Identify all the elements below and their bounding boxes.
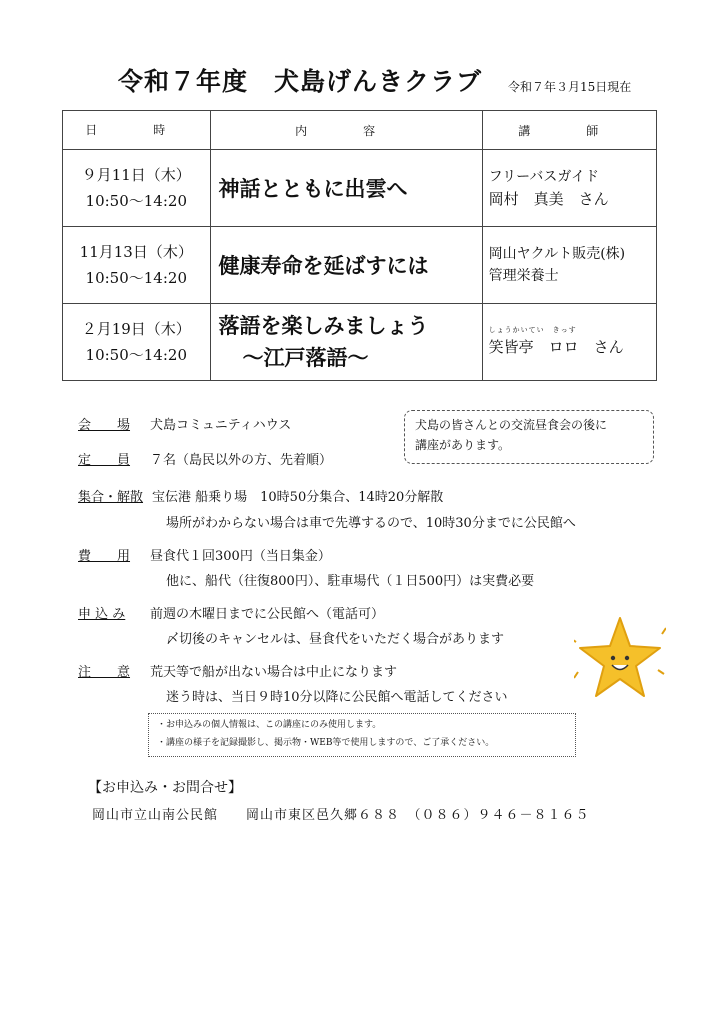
caution-note: 迷う時は、当日９時10分以降に公民館へ電話してください <box>166 690 508 705</box>
apply-note: 〆切後のキャンセルは、昼食代をいただく場合があります <box>166 632 505 647</box>
table-row <box>63 150 657 227</box>
contact-line: 岡山市立山南公民館 岡山市東区邑久郷６８８ （０８６）９４６－８１６５ <box>92 808 590 823</box>
meet-label: 集合・解散 <box>78 490 144 505</box>
row-instructor-name: 笑皆亭 ロロ さん <box>488 338 624 356</box>
note-line: 講座があります。 <box>415 438 511 452</box>
header-date: 日 時 <box>63 111 211 150</box>
row-content: 神話とともに出雲へ <box>218 177 408 201</box>
row-time: 10:50～14:20 <box>85 346 187 364</box>
row-date: 11月13日（木） <box>79 243 193 261</box>
fee-note: 他に、船代（往復800円）、駐車場代（１日500円）は実費必要 <box>166 574 535 589</box>
page-title: 令和７年度 犬島げんきクラブ <box>118 67 483 96</box>
fee-label: 費 用 <box>78 549 131 564</box>
header-content: 内 容 <box>210 111 482 150</box>
venue-label: 会 場 <box>78 418 131 433</box>
apply-value: 前週の木曜日までに公民館へ（電話可） <box>150 607 385 622</box>
apply-label: 申 込 み <box>78 607 126 622</box>
capacity-value: ７名（島民以外の方、先着順） <box>150 453 333 468</box>
contact-heading: 【お申込み・お問合せ】 <box>88 780 242 796</box>
smiling-star-icon <box>574 612 666 704</box>
row-content-sub: ～江戸落語～ <box>242 346 369 370</box>
fee-value: 昼食代１回300円（当日集金） <box>150 549 331 564</box>
row-instructor-name: 管理栄養士 <box>488 268 559 284</box>
row-date: ９月11日（木） <box>81 166 191 184</box>
row-date: ２月19日（木） <box>81 320 191 338</box>
row-instructor-role: フリーバスガイド <box>488 169 599 185</box>
schedule-table <box>62 110 657 381</box>
row-time: 10:50～14:20 <box>85 192 187 210</box>
exchange-note-box <box>404 410 654 464</box>
date-now: 令和７年３月15日現在 <box>508 80 632 94</box>
capacity-label: 定 員 <box>78 453 131 468</box>
privacy-notice-box <box>148 713 576 757</box>
row-time: 10:50～14:20 <box>85 269 187 287</box>
note-line: 犬島の皆さんとの交流昼食会の後に <box>415 418 608 432</box>
row-instructor-name: 岡村 真美 さん <box>488 190 609 208</box>
row-instructor-role: 岡山ヤクルト販売(株) <box>488 246 626 262</box>
caution-value: 荒天等で船が出ない場合は中止になります <box>150 665 398 680</box>
venue-value: 犬島コミュニティハウス <box>150 418 292 433</box>
meet-note: 場所がわからない場合は車で先導するので、10時30分までに公民館へ <box>166 516 576 531</box>
row-content: 健康寿命を延ばすには <box>218 254 429 278</box>
table-row <box>63 227 657 304</box>
table-row <box>63 304 657 381</box>
instructor-ruby: しょうかいてい きっす <box>488 326 577 334</box>
privacy-line: ・講座の様子を記録撮影し、掲示物・WEB等で使用しますので、ご了承ください。 <box>157 738 495 748</box>
meet-value: 宝伝港 船乗り場 10時50分集合、14時20分解散 <box>152 490 444 505</box>
table-header-row <box>63 111 657 150</box>
caution-label: 注 意 <box>78 665 131 680</box>
row-content: 落語を楽しみましょう <box>218 314 429 338</box>
header-instructor: 講 師 <box>482 111 656 150</box>
privacy-line: ・お申込みの個人情報は、この講座にのみ使用します。 <box>157 720 382 730</box>
